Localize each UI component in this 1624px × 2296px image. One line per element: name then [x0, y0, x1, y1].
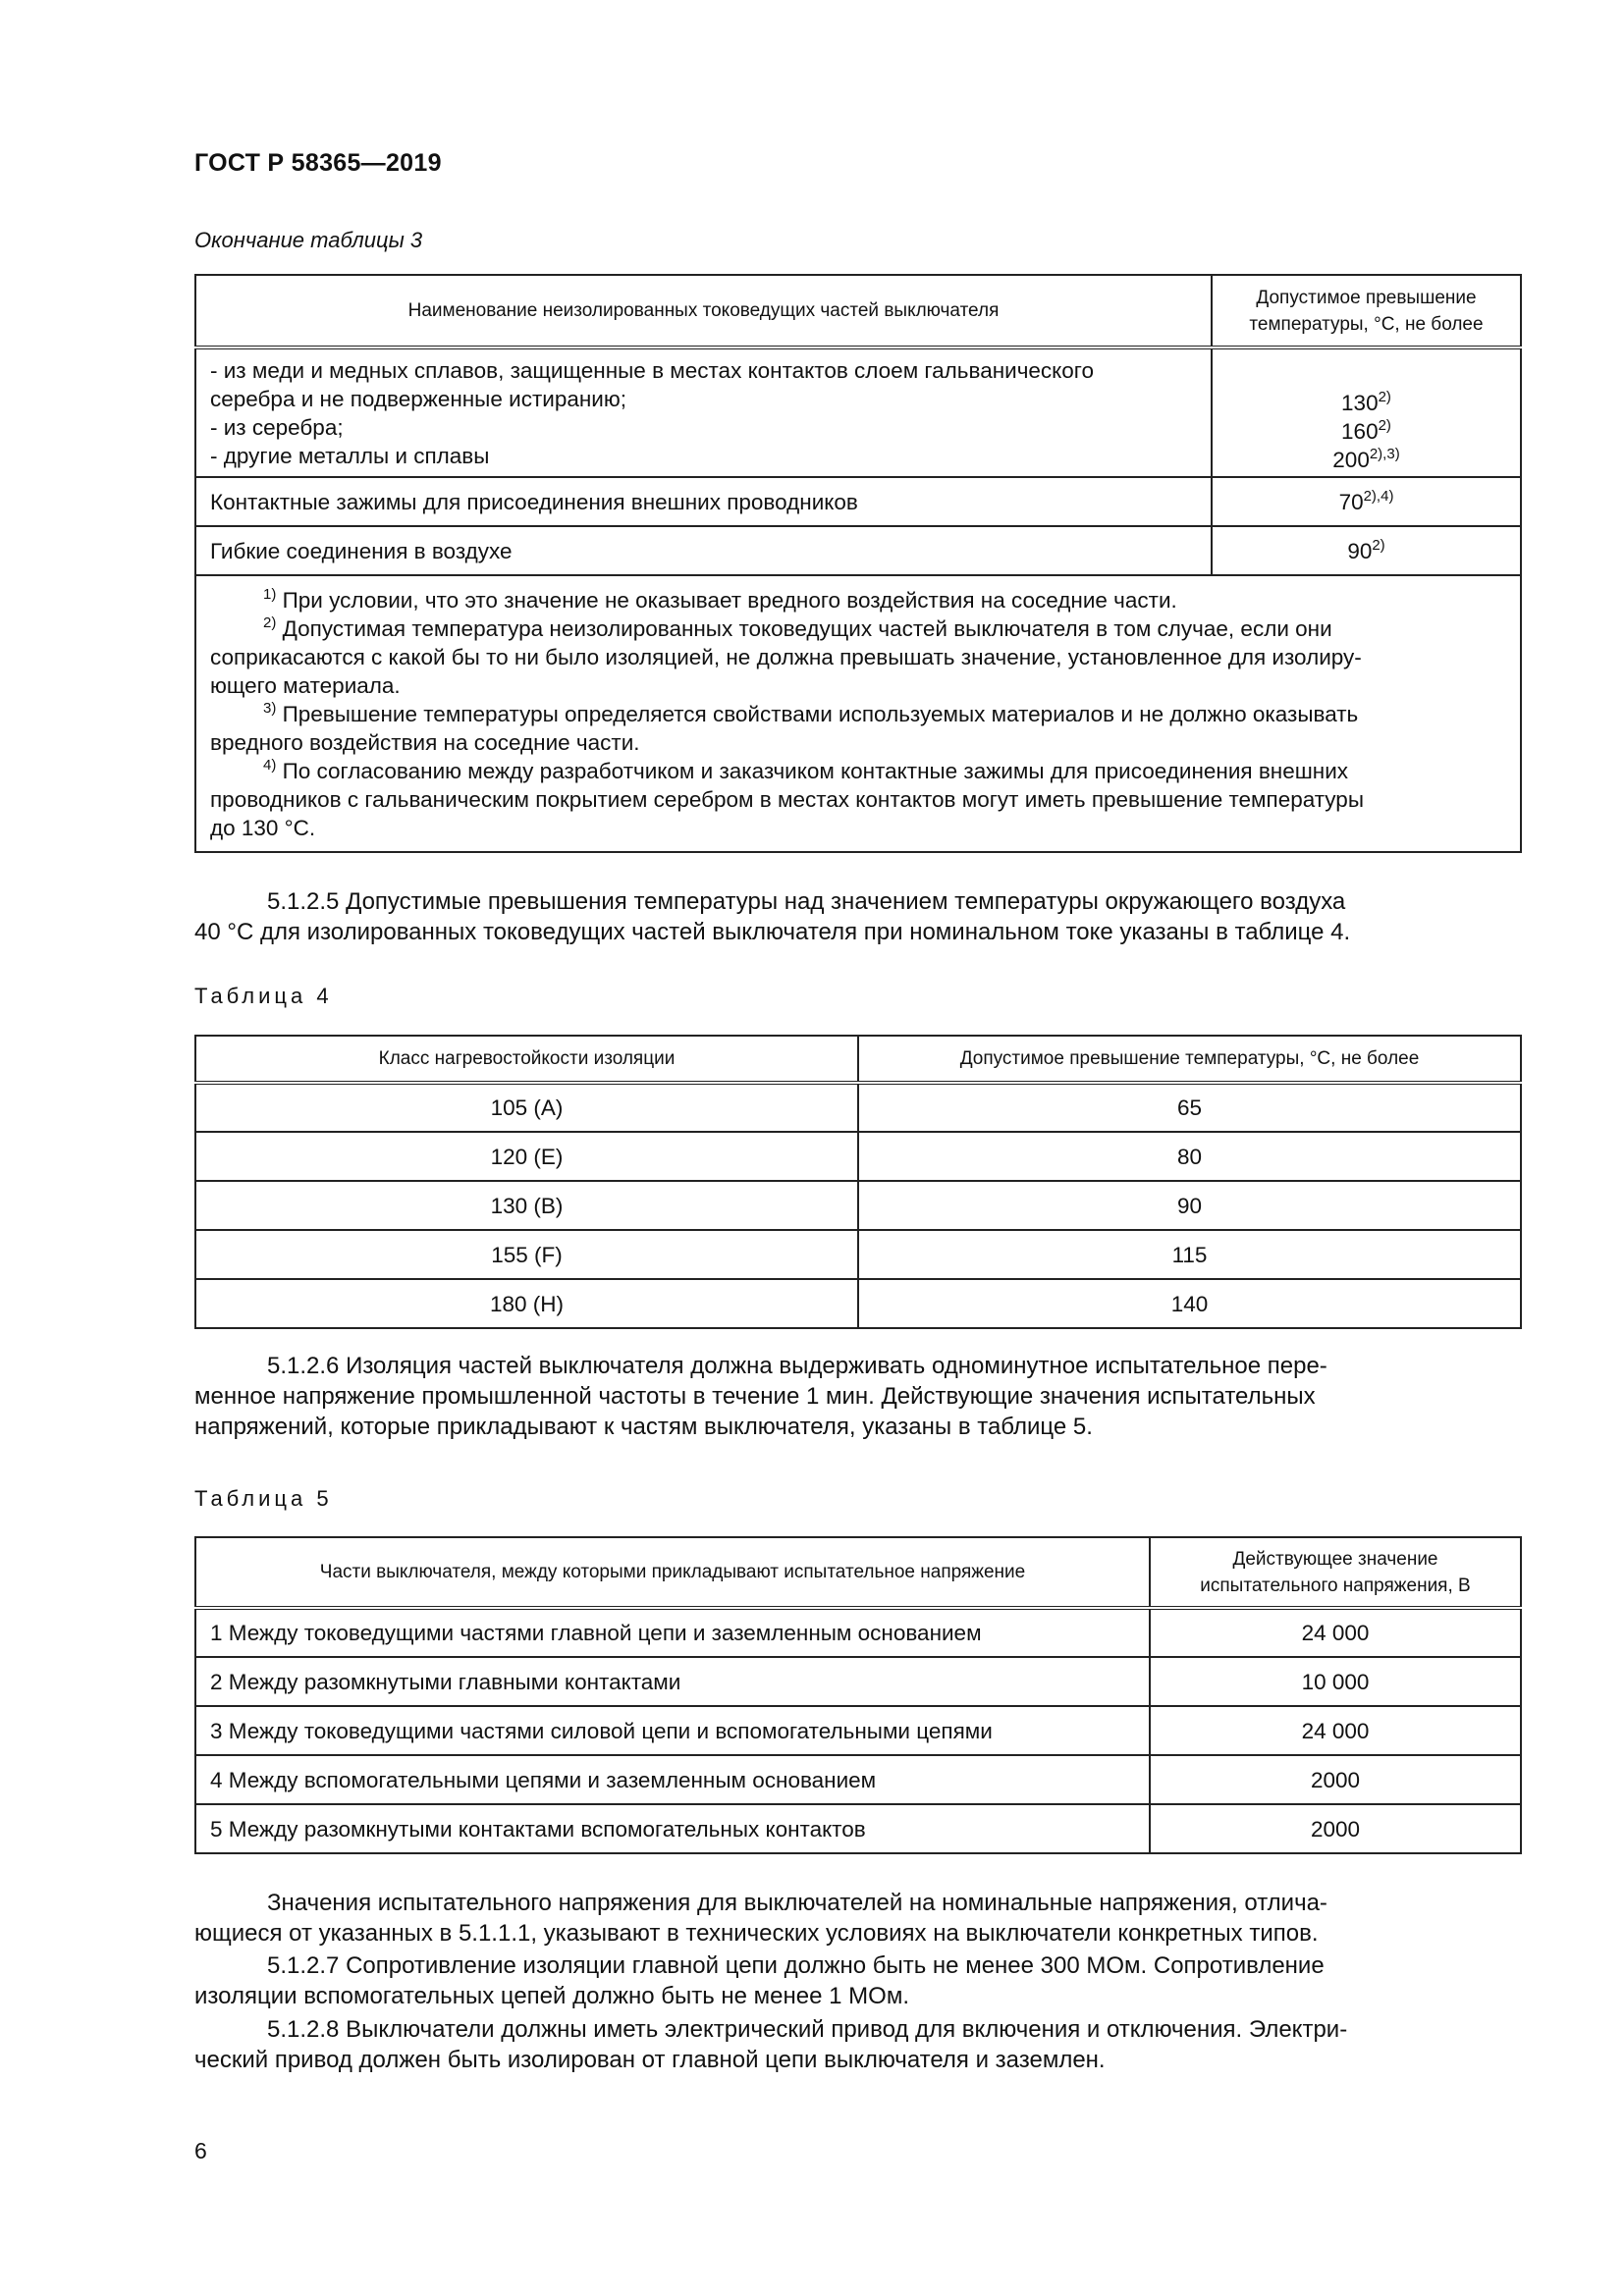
- table4-class: 130 (B): [195, 1181, 858, 1230]
- table-row: [195, 1083, 1521, 1132]
- table3-row1-values: [1212, 347, 1521, 477]
- footnote-2: $^{2)}$ Допустимая температура неизолированных токоведущих частей выключателя в том случае, если они: [263, 614, 1332, 641]
- table-row: [195, 1279, 1521, 1328]
- footnote-4: $^{4)}$ По согласованию между разработчиком и заказчиком контактные зажимы для присоединения внешних: [263, 757, 1349, 783]
- table4-class: 180 (H): [195, 1279, 858, 1328]
- paragraph-5-1-2-5: 5.1.2.5 Допустимые превышения температуры над значением температуры окружающего воздуха 40 °С для изолированных токоведущих частей выключателя при номинальном токе указаны в таблице 4.: [194, 888, 1351, 945]
- table-3: [194, 274, 1522, 853]
- table-row: [195, 526, 1521, 575]
- table4-value: 80: [858, 1132, 1521, 1181]
- table3-footnotes: $^{1)}$ При условии, что это значение не оказывает вредного воздействия на соседние части. $^{2)}$ Допустимая температура неизолированных токоведущих частей выключателя в том случае, если они соприкасаются с какой бы то ни было изоляцией, не должна превышать значение, установленное для изолиру- ющего материала. $^{3)}$ Превышение температуры определяется свойствами используемых материалов и не должно оказывать вредного воздействия на соседние части. $^{4)}$ По согласованию между разработчиком и заказчиком контактные зажимы для присоединения внешних проводников с гальваническим покрытием серебром в местах контактов могут иметь превышение температуры до 130 °С.: [195, 575, 1521, 852]
- table-row: [195, 477, 1521, 526]
- table4-value: 90: [858, 1181, 1521, 1230]
- table4-header-temperature: Допустимое превышение температуры, °С, не более: [858, 1036, 1521, 1083]
- table-row: [195, 1181, 1521, 1230]
- table-row: [195, 1755, 1521, 1804]
- paragraph-5-1-2-7: 5.1.2.7 Сопротивление изоляции главной цепи должно быть не менее 300 МОм. Сопротивление изоляции вспомогательных цепей должно быть не менее 1 МОм.: [194, 1952, 1325, 2009]
- table5-voltage: 24 000: [1150, 1608, 1521, 1657]
- footnote-3: $^{3)}$ Превышение температуры определяется свойствами используемых материалов и не должно оказывать: [263, 700, 1359, 726]
- table3-value-silver-plated: 130$^{2)}$: [1341, 389, 1391, 415]
- table5-part: 3 Между токоведущими частями силовой цепи и вспомогательными цепями: [195, 1706, 1150, 1755]
- table-row: [195, 1230, 1521, 1279]
- table5-voltage: 2000: [1150, 1755, 1521, 1804]
- table4-header-class: Класс нагревостойкости изоляции: [195, 1036, 858, 1083]
- table3-row3-name: Гибкие соединения в воздухе: [195, 526, 1212, 575]
- table3-continuation-caption: Окончание таблицы 3: [194, 228, 423, 252]
- table-row: [195, 1608, 1521, 1657]
- paragraph-test-voltage-values: Значения испытательного напряжения для выключателей на номинальные напряжения, отлича- ющиеся от указанных в 5.1.1.1, указывают в технических условиях на выключатели конкретных типов.: [194, 1890, 1327, 1947]
- footnote-1: $^{1)}$ При условии, что это значение не оказывает вредного воздействия на соседние части.: [263, 586, 1177, 613]
- paragraph-5-1-2-8: 5.1.2.8 Выключатели должны иметь электрический привод для включения и отключения. Электри- ческий привод должен быть изолирован от главной цепи выключателя и заземлен.: [194, 2016, 1348, 2073]
- table3-header-part-name: Наименование неизолированных токоведущих частей выключателя: [195, 275, 1212, 347]
- table-row: [195, 1132, 1521, 1181]
- table4-value: 140: [858, 1279, 1521, 1328]
- table5-part: 2 Между разомкнутыми главными контактами: [195, 1657, 1150, 1706]
- table5-voltage: 10 000: [1150, 1657, 1521, 1706]
- table3-row2-name: Контактные зажимы для присоединения внешних проводников: [195, 477, 1212, 526]
- table5-header-voltage: Действующее значение испытательного напряжения, В: [1150, 1537, 1521, 1608]
- table-row: [195, 347, 1521, 477]
- table-row: [195, 1657, 1521, 1706]
- table3-row3-value: 90$^{2)}$: [1212, 526, 1521, 575]
- table3-row2-value: $70^{2),4)}$: [1212, 477, 1521, 526]
- table5-part: 4 Между вспомогательными цепями и заземленным основанием: [195, 1755, 1150, 1804]
- table4-class: 120 (E): [195, 1132, 858, 1181]
- table3-footnotes-row: [195, 575, 1521, 852]
- table5-part: 5 Между разомкнутыми контактами вспомогательных контактов: [195, 1804, 1150, 1853]
- table-4: [194, 1035, 1522, 1329]
- table5-part: 1 Между токоведущими частями главной цепи и заземленным основанием: [195, 1608, 1150, 1657]
- table5-label: Таблица 5: [194, 1486, 333, 1511]
- table4-class: 105 (A): [195, 1083, 858, 1132]
- table3-header-temperature: Допустимое превышение температуры, °С, не более: [1212, 275, 1521, 347]
- document-code: ГОСТ Р 58365—2019: [194, 149, 442, 177]
- table4-class: 155 (F): [195, 1230, 858, 1279]
- table5-voltage: 2000: [1150, 1804, 1521, 1853]
- table5-voltage: 24 000: [1150, 1706, 1521, 1755]
- table4-label: Таблица 4: [194, 984, 333, 1008]
- table4-value: 65: [858, 1083, 1521, 1132]
- table3-row1-name: - из меди и медных сплавов, защищенные в местах контактов слоем гальванического серебра и не подверженные истиранию; - из серебра; - другие металлы и сплавы: [195, 347, 1212, 477]
- table-row: [195, 1706, 1521, 1755]
- table-5: [194, 1536, 1522, 1854]
- page-number: 6: [194, 2138, 207, 2163]
- table4-value: 115: [858, 1230, 1521, 1279]
- paragraph-5-1-2-6: 5.1.2.6 Изоляция частей выключателя должна выдерживать одноминутное испытательное пере- менное напряжение промышленной частоты в течение 1 мин. Действующие значения испытательных напряжений, которые прикладывают к частям выключателя, указаны в таблице 5.: [194, 1353, 1327, 1440]
- table3-value-silver: 160$^{2)}$: [1341, 417, 1391, 444]
- table3-value-other-metals: $200^{2),3)}$: [1332, 446, 1400, 472]
- table5-header-parts: Части выключателя, между которыми прикладывают испытательное напряжение: [195, 1537, 1150, 1608]
- table-row: [195, 1804, 1521, 1853]
